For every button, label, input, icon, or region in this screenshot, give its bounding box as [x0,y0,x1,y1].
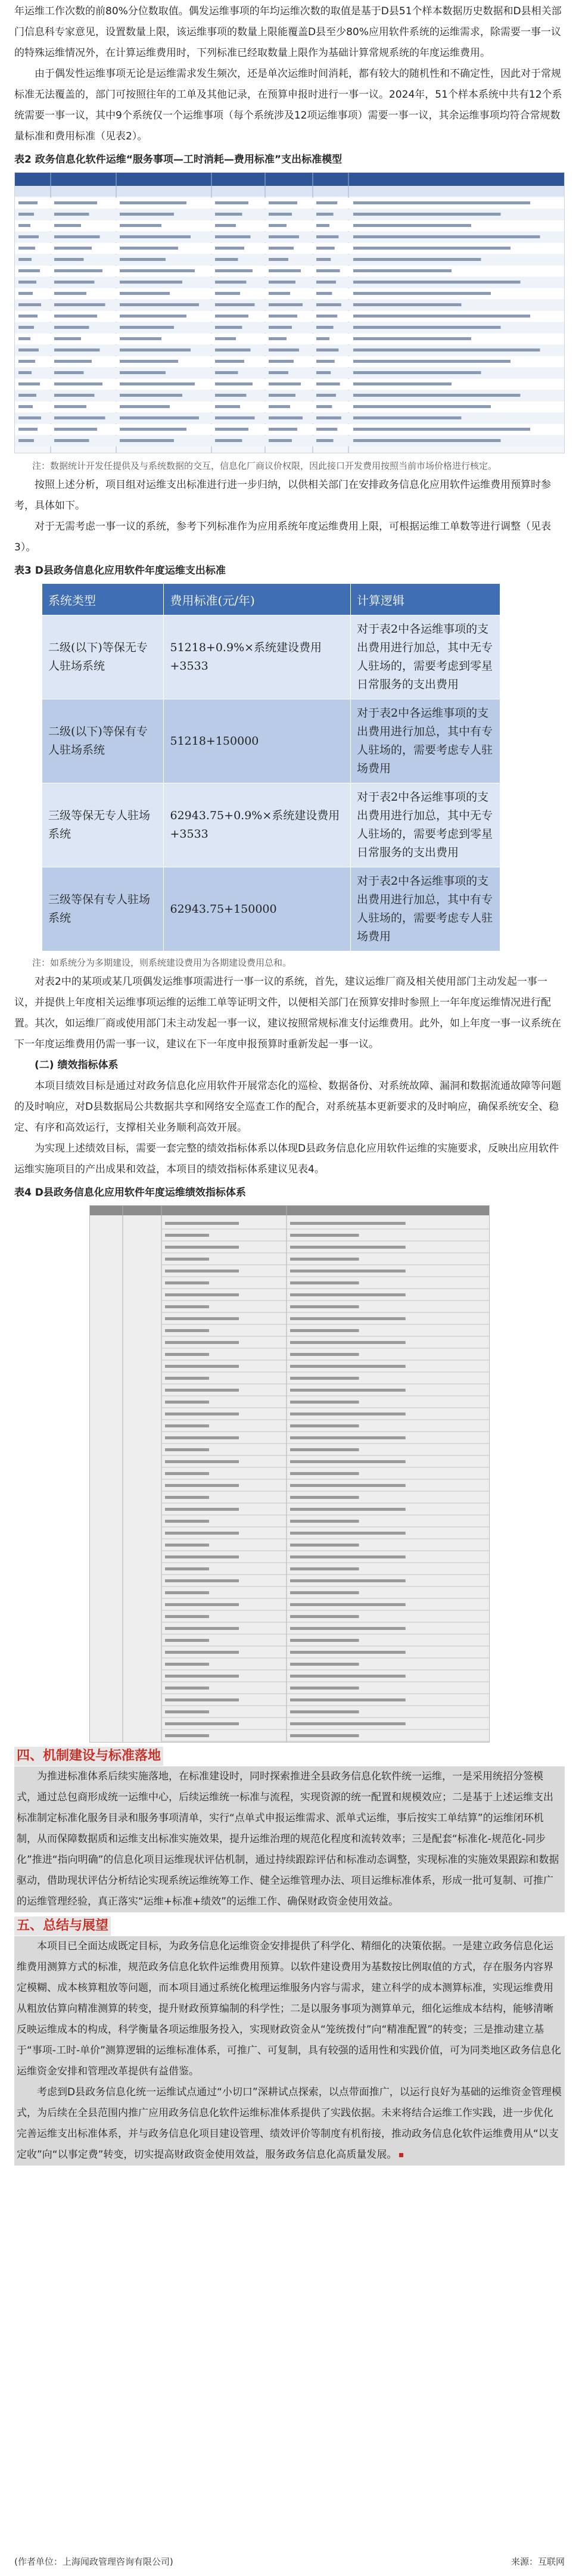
table2-text-line [353,416,462,419]
table2-row-band [15,254,564,265]
table2-text-line [353,258,481,261]
table2-text-line [269,315,297,318]
paragraph: 对于无需考虑一事一议的系统，参考下列标准作为应用系统年度运维费用上限，可根据运维工单数等进行调整（见表3）。 [14,521,551,553]
table4-text-line [165,1651,239,1654]
table2-caption: 表2 政务信息化软件运维“服务事项—工时消耗—费用标准”支出标准模型 [14,154,343,166]
author-note: (作者单位：上海闻政管理咨询有限公司) [14,2556,173,2567]
table4-text-line [290,1687,359,1690]
table2-text-line [215,416,255,419]
table4-text-line [165,1603,239,1606]
table4-text-line [165,1591,209,1594]
table2-text-line [18,224,30,227]
table2-text-line [120,247,178,250]
table4-text-line [165,1293,239,1296]
table4-text-line [165,1639,209,1642]
table4-text-line [290,1460,406,1463]
table4-text-line [165,1698,239,1701]
table2-text-line [269,371,288,374]
paragraph: 由于偶发性运维事项无论是运维需求发生频次，还是单次运维时间消耗，都有较大的随机性和不确定性，因此对于常规标准无法覆盖的，部门可按照往年的工单及其他记录，在预算申报时进行一事一议。2024年，51个样本系统中共有12个系统需要一事一议，其中9个系统仅一个运维事项（每个系统涉及12项运维事项）需要一事一议，其余运维事项均符合常规数量标准和费用标准（见表2）。 [14,68,562,142]
table2-text-line [353,201,530,204]
table2-row-band [15,220,564,231]
table4-text-line [290,1520,359,1523]
table2-text-line [54,303,105,306]
table4-text-line [165,1675,239,1678]
table2-text-line [54,405,86,408]
table2-text-line [54,281,95,284]
table2-text-line [54,371,84,374]
table4-text-line [290,1270,406,1273]
table2-text-line [215,428,248,431]
table4-text-line [165,1615,209,1618]
table2-text-line [18,247,35,250]
table2-text-line [120,315,186,318]
table2-text-line [18,371,32,374]
table2-text-line [215,337,236,340]
table2-text-line [54,394,95,397]
table3-header: 计算逻辑 [351,584,500,615]
table2-text-line [215,326,242,329]
table2-text-line [120,405,170,408]
table4-text-line [165,1413,239,1415]
table3-caption: 表3 D县政务信息化应用软件年度运维支出标准 [14,565,226,577]
table4-text-line [165,1281,209,1284]
table2-text-line [353,349,540,351]
table2-text-line [120,349,191,351]
table4-text-line [165,1424,209,1427]
paragraph: 对表2中的某项或某几项偶发运维事项需进行一事一议的系统，首先，建议运维厂商及相关使用部门主动发起一事一议，并提供上年度相关运维事项运维的运维工单等证明文件，以便相关部门在预算安排时参照上一年年度运维情况进行配置。其次，如运维厂商或使用部门未主动发起一事一议，建议按照常规标准支付运维费用。此外，如上年度一事一议系统在下一年度运维费用仍需一事一议，建议在下一年度申报预算时重新发起一事一议。 [14,976,561,1050]
table2-text-line [18,349,39,351]
table3-cell: 二级(以下)等保无专人驻场系统 [42,615,164,699]
table4-text-line [290,1448,359,1451]
table2-text-line [353,213,501,216]
table4-text-line [290,1341,406,1344]
table2-text-line [215,405,240,408]
table2-text-line [316,315,337,318]
table4-text-line [290,1222,406,1225]
table2-text-line [120,371,166,374]
table4-text-line [290,1532,406,1535]
table2-text-line [353,247,510,250]
table2-text-line [18,360,35,363]
table4-text-line [290,1281,359,1284]
footer [14,2551,565,2571]
table2-text-line [269,382,301,385]
table2-text-line [54,224,81,227]
table4-text-line [290,1651,406,1654]
table2-text-line [316,337,329,340]
highlight-block [14,1766,565,1912]
table4-text-line [290,1317,406,1320]
table2-text-line [54,213,89,216]
table3-cell: 62943.75+150000 [164,867,351,951]
table2-text-line [316,201,337,204]
table2-text-line [353,439,501,442]
table4-text-line [290,1698,406,1701]
table2-text-line [316,349,338,351]
table4-text-line [165,1460,239,1463]
table2-text-line [215,247,244,250]
table4-text-line [165,1317,239,1320]
table4-text-line [290,1544,359,1547]
table4-text-line [290,1413,406,1415]
table2-text-line [353,360,510,363]
table2-text-line [353,235,540,238]
table4-text-line [165,1734,209,1737]
table4-text-line [165,1722,239,1725]
table2-text-line [269,394,295,397]
table4-image [89,1205,490,1743]
table2-text-line [269,269,301,272]
table2-text-line [18,428,38,431]
table4-text-line [290,1496,359,1499]
table-row [42,615,500,699]
table4-text-line [290,1234,359,1237]
table2-text-line [316,213,334,216]
table4-text-line [290,1663,359,1666]
table4-text-line [290,1675,406,1678]
table4-text-line [165,1246,239,1249]
table4-text-line [165,1305,209,1308]
table3-cell: 对于表2中各运维事项的支出费用进行加总，其中有专人驻场的，需要考虑专人驻场费用 [351,699,500,783]
table2-text-line [353,326,501,329]
table4-text-line [165,1520,209,1523]
subsection-title: (二) 绩效指标体系 [35,1059,119,1071]
table4-text-line [165,1341,239,1344]
table2-text-line [215,371,238,374]
table2-text-line [120,281,182,284]
table2-text-line [54,416,105,419]
table2-text-line [269,326,292,329]
table2-text-line [215,349,251,351]
table2-text-line [54,439,89,442]
table2-text-line [54,247,92,250]
table2-text-line [54,269,102,272]
table2-text-line [353,292,491,295]
table2-text-line [269,224,287,227]
table4-text-line [290,1353,359,1356]
table2-text-line [316,371,331,374]
table2-text-line [269,303,303,306]
table2-text-line [269,360,294,363]
table2-text-line [54,235,100,238]
table4-text-line [290,1627,406,1630]
table4-text-line [290,1436,406,1439]
table2-text-line [120,201,186,204]
table2-note: 注：数据统计开发任提供及与系统数据的交互，信息化厂商议价权限，因此接口开发费用按照当前市场价格进行核定。 [32,461,497,471]
table4-text-line [290,1579,406,1582]
table4-text-line [165,1436,239,1439]
table2-text-line [54,360,92,363]
table4-text-line [290,1508,406,1511]
section-title: 五、总结与展望 [14,1917,111,1936]
table2-text-line [353,269,452,272]
source-note: 来源：互联网 [510,2556,565,2567]
table2-text-line [215,224,236,227]
table4-text-line [290,1472,359,1475]
table2-text-line [269,349,299,351]
table2-text-line [269,235,299,238]
table2-text-line [215,303,255,306]
table2-text-line [120,292,170,295]
table4-text-line [165,1496,209,1499]
table2-text-line [353,394,521,397]
table2-text-line [18,337,30,340]
table4-text-line [165,1532,239,1535]
table4-text-line [290,1305,359,1308]
table3-cell: 51218+150000 [164,699,351,783]
table2-text-line [269,439,292,442]
table3-cell: 二级(以下)等保有专人驻场系统 [42,699,164,783]
table2-text-line [120,213,174,216]
table2-text-line [18,303,41,306]
table2-text-line [54,382,102,385]
table2-text-line [316,224,329,227]
paragraph: 为实现上述绩效目标，需要一套完整的绩效指标体系以体现D县政务信息化应用软件运维的实施要求，反映出应用软件运维实施项目的产出成果和效益，本项目的绩效指标体系建议见表4。 [14,1143,559,1175]
table2-text-line [54,428,97,431]
table4-text-line [290,1365,406,1368]
table2-text-line [18,292,33,295]
table2-text-line [215,315,248,318]
table4-text-line [165,1544,209,1547]
table3-cell: 对于表2中各运维事项的支出费用进行加总，其中有专人驻场的，需要考虑专人驻场费用 [351,867,500,951]
paragraph: 年运维工作次数的前80%分位数取值。偶发运维事项的年均运维次数的取值是基于D县51个样本数据历史数据和D县相关部门信息科专家意见，设置数量上限，该运维事项的数量上限能覆盖D县至少80%应用软件系统的运维需求，除需要一事一议的特殊运维情况外，在计算运维费用时，下列标准已经取数量上限作为基础计算常规系统的年度运维费用。 [14,5,562,59]
table4-text-line [165,1484,239,1487]
table2-text-line [215,382,253,385]
table2-text-line [120,360,178,363]
table2-text-line [316,235,338,238]
table2-text-line [353,405,491,408]
table4-text-line [290,1710,359,1713]
table4-text-line [290,1424,359,1427]
table3-cell: 三级等保无专人驻场系统 [42,783,164,867]
table3-cell: 62943.75+0.9%×系统建设费用+3533 [164,783,351,867]
table4-text-line [290,1722,406,1725]
end-mark-icon [399,2153,403,2157]
table3-note: 注：如系统分为多期建设，则系统建设费用为各期建设费用总和。 [32,957,292,968]
table2-text-line [215,235,251,238]
table2-text-line [269,281,295,284]
table2-text-line [120,269,195,272]
table2-text-line [18,258,32,261]
table2-text-line [120,394,182,397]
table2-text-line [316,428,337,431]
table4-text-line [165,1687,209,1690]
table2-text-line [215,213,242,216]
table4-text-line [165,1448,209,1451]
table4-text-line [290,1591,359,1594]
table2-text-line [353,315,530,318]
table2-text-line [316,292,332,295]
table2-text-line [316,405,332,408]
table4-text-line [290,1603,406,1606]
table4-text-line [165,1567,209,1570]
table2-text-line [120,428,186,431]
table4-text-line [290,1329,359,1332]
table3-cell: 对于表2中各运维事项的支出费用进行加总，其中无专人驻场的，需要考虑到零星日常服务的支出费用 [351,615,500,699]
table2-text-line [54,337,81,340]
table4-text-line [165,1222,239,1225]
table2-graphic [15,173,564,453]
table2-text-line [215,281,247,284]
table4-text-line [290,1377,359,1380]
table2-text-line [353,224,471,227]
table2-text-line [18,439,34,442]
table2-text-line [353,428,530,431]
table2-text-line [316,247,335,250]
table2-text-line [353,281,521,284]
table4-text-line [290,1484,406,1487]
table2-row-band [15,368,564,378]
table4-graphic [90,1206,489,1742]
table2-text-line [215,269,253,272]
table2-text-line [269,416,303,419]
table2-text-line [316,269,340,272]
table2-text-line [54,326,89,329]
table4-text-line [165,1389,239,1392]
table4-text-line [165,1663,209,1666]
table4-text-line [290,1615,359,1618]
table4-text-line [165,1270,239,1273]
table4-text-line [165,1329,209,1332]
table2-text-line [316,326,334,329]
table4-text-line [165,1258,209,1261]
table4-text-line [290,1639,359,1642]
table4-caption: 表4 D县政务信息化应用软件年度运维绩效指标体系 [14,1187,246,1199]
table3-cell: 51218+0.9%×系统建设费用+3533 [164,615,351,699]
table2-text-line [54,258,84,261]
table2-text-line [316,360,335,363]
table4-text-line [165,1472,209,1475]
table2-row-band [15,334,564,344]
table2-text-line [120,326,174,329]
paragraph [14,2082,565,2166]
table2-text-line [215,439,242,442]
table3-cell: 对于表2中各运维事项的支出费用进行加总，其中无专人驻场的，需要考虑到零星日常服务的支出费用 [351,783,500,867]
table2-text-line [353,382,452,385]
table2-text-line [54,292,86,295]
table2-text-line [120,416,199,419]
table2-text-line [18,269,40,272]
paragraph: 本项目已全面达成既定目标，为政务信息化运维资金安排提供了科学化、精细化的决策依据。一是建立政务信息化运维费用测算方式的标准，规范政务信息化软件运维费用预算。以软件建设费用为基数按比例取值的方式，存在服务内容界定模糊、成本核算粗放等问题，而本项目通过系统化梳理运维服务内容与需求，建立科学的成本测算标准，实现运维费用从粗放估算向精准测算的转变，提升财政预算编制的科学性；二是以服务事项为测算单元，细化运维成本结构，能够清晰反映运维成本的构成，科学衡量各项运维服务投入，实现财政资金从“笼统拨付”向“精准配置”的转变；三是推动建立基于“事项-工时-单价”测算逻辑的运维标准体系，可推广、可复制，具有较强的适用性和实践价值，可为同类地区政务信息化运维资金安排和管理改革提供有益借鉴。 [17,1940,561,2077]
table2-text-line [353,303,462,306]
table4-text-line [165,1234,209,1237]
table4-text-line [165,1627,239,1630]
table2-text-line [18,281,36,284]
table4-text-line [290,1293,406,1296]
table2-text-line [215,292,240,295]
table2-text-line [353,371,481,374]
table2-text-line [316,303,341,306]
table4-text-line [290,1389,406,1392]
table2-text-line [54,315,97,318]
table3-header: 费用标准(元/年) [164,584,351,615]
table2-text-line [120,337,161,340]
table2-text-line [18,235,39,238]
table4-text-line [165,1353,209,1356]
table4-text-line [165,1555,239,1558]
table4-text-line [165,1365,239,1368]
table2-text-line [316,416,341,419]
highlight-block [14,1936,565,2166]
table2-text-line [120,382,195,385]
table2-text-line [269,201,297,204]
table4-text-line [290,1258,359,1261]
section-heading [14,1916,579,1936]
table2-text-line [120,224,161,227]
table3-header: 系统类型 [42,584,164,615]
table-row [42,699,500,783]
table4-text-line [165,1508,239,1511]
section-title: 四、机制建设与标准落地 [14,1747,163,1766]
paragraph: 按照上述分析，项目组对运维支出标准进行进一步归纳，以供相关部门在安排政务信息化应用软件运维费用预算时参考，具体如下。 [14,479,551,512]
paragraph-text: 考虑到D县政务信息化统一运维试点通过“小切口”深耕试点探索，以点带面推广，以运行良好为基础的运维资金管理模式，为后续在全县范围内推广应用政务信息化软件运维标准体系提供了实践依据。未来将结合运维工作实践，进一步优化完善运维支出标准体系，并与政务信息化项目建设管理、绩效评价等制度有机衔接，推动政务信息化软件运维费用从“以支定收”向“以事定费”转变，切实提高财政资金使用效益，服务政务信息化高质量发展。 [17,2086,562,2161]
table2-text-line [18,382,40,385]
table2-text-line [316,439,334,442]
table2-text-line [269,247,294,250]
table-row [42,867,500,951]
table2-text-line [54,201,97,204]
table2-text-line [269,213,292,216]
paragraph: 本项目绩效目标是通过对政务信息化应用软件开展常态化的巡检、数据备份、对系统故障、漏洞和数据流通故障等问题的及时响应，对D县数据局公共数据共享和网络安全巡查工作的配合，对系统基本更新要求的及时响应，确保系统安全、稳定、有序和高效运行，支撑相关业务顺利高效开展。 [14,1080,561,1134]
table2-text-line [269,405,290,408]
table4-text-line [290,1246,406,1249]
table2-text-line [18,201,38,204]
table2-text-line [215,201,248,204]
table2-text-line [269,428,297,431]
table2-text-line [120,235,191,238]
table2-text-line [215,360,244,363]
table2-text-line [18,405,33,408]
table2-text-line [54,349,100,351]
table3 [42,583,500,951]
table2-text-line [316,382,340,385]
table4-text-line [290,1401,359,1404]
table2-text-line [215,258,238,261]
table2-text-line [316,258,331,261]
table2-text-line [120,258,166,261]
table2-text-line [353,337,471,340]
table4-text-line [290,1734,359,1737]
table2-text-line [215,394,247,397]
table4-text-line [290,1555,406,1558]
table2-text-line [18,416,41,419]
table2-text-line [316,281,336,284]
table2-image [14,172,565,453]
table4-text-line [165,1579,239,1582]
table4-text-line [165,1401,209,1404]
table2-text-line [120,303,199,306]
section-heading [14,1746,579,1766]
table4-text-line [165,1710,209,1713]
table2-text-line [18,315,38,318]
table-row [42,783,500,867]
table2-text-line [316,394,336,397]
table4-text-line [290,1567,359,1570]
table2-text-line [269,337,287,340]
table2-text-line [18,326,34,329]
table4-text-line [165,1377,209,1380]
table2-text-line [120,439,174,442]
table2-text-line [269,292,290,295]
table3-cell: 三级等保有专人驻场系统 [42,867,164,951]
table2-text-line [269,258,288,261]
table2-text-line [18,394,36,397]
table2-text-line [18,213,34,216]
paragraph: 为推进标准体系后续实施落地，在标准建设时，同时探索推进全县政务信息化软件统一运维，一是采用统招分签模式，通过总包商形成统一运维中心，后续运维统一标准与流程，实现资源的统一配置和规模效应；二是基于上述运维支出标准制定标准化服务目录和服务事项清单，实行“点单式申报运维需求、派单式运维，事后按实工单结算”的运维闭环机制，从而保障数据质和运维支出标准实施效果，提升运维治理的规范化程度和流转效率；三是配套“标准化-规范化-同步化”推进“指向明确”的信息化项目运维现状评估机制，通过持续跟踪评估和标准动态调整，实现标准的实施效果跟踪和数据驱动，借助现状评估分析结论实现系统运维统筹工作、健全运维管理办法、项目运维标准体系，形成一批可复制、可推广的运维管理经验，真正落实“运维+标准+绩效”的运维工作、确保财政资金使用效益。 [17,1771,559,1908]
